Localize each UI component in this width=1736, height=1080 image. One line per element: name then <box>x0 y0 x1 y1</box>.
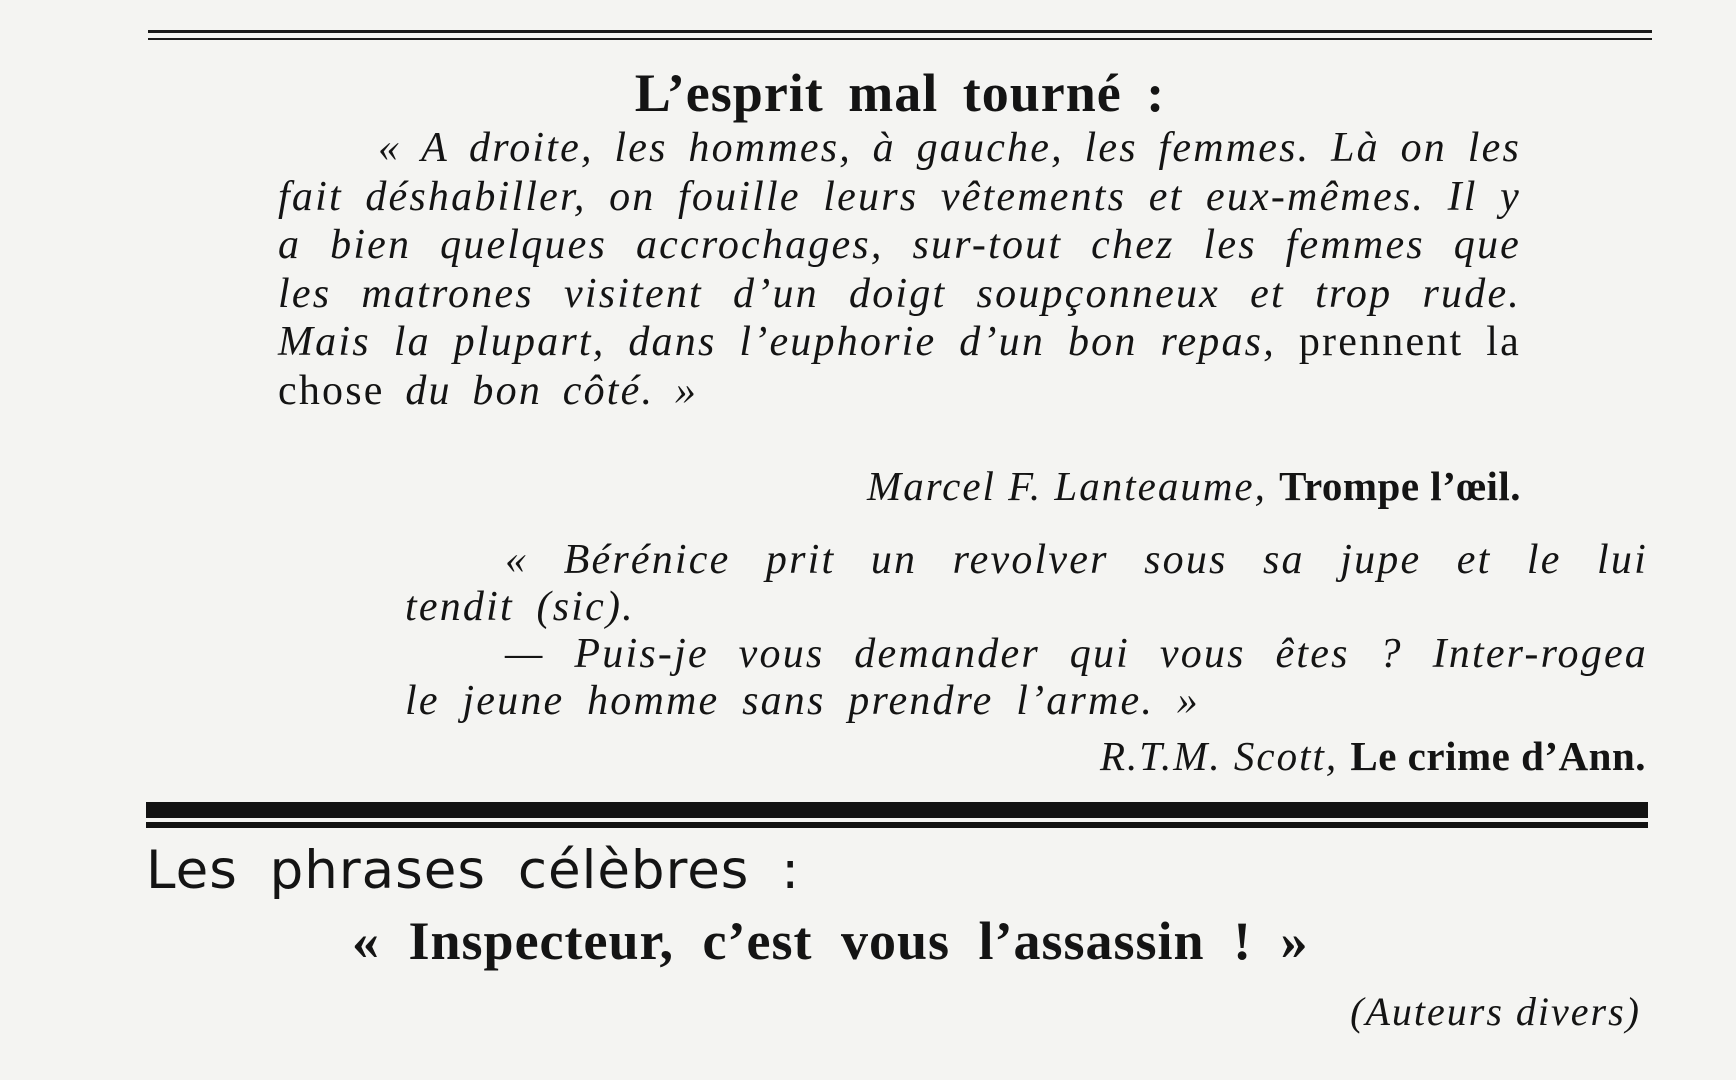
quote-scott <box>405 537 1648 725</box>
quote-scott-para2: — Puis-je vous demander qui vous êtes ? Inter-rogea le jeune homme sans prendre l’arme. » <box>405 631 1648 724</box>
work-title: Le crime d’Ann. <box>1350 733 1646 779</box>
famous-phrase: « Inspecteur, c’est vous l’assassin ! » <box>352 911 1309 971</box>
quote-scott-para1: « Bérénice prit un revolver sous sa jupe et le lui tendit (sic). <box>405 537 1648 630</box>
middle-thick-rule <box>146 802 1648 828</box>
famous-phrases-title: Les phrases célèbres : <box>146 840 801 901</box>
quote-lanteaume-roman: prennent la chose <box>278 319 1521 414</box>
attribution-scott <box>1100 732 1646 780</box>
quote-lanteaume-text: « A droite, les hommes, à gauche, les femmes. Là on les fait déshabiller, on fouille leurs vêtements et eux-mêmes. Il y a bien quelques accrochages, sur-tout chez les femmes que les matrones visitent d’un doigt soupçonneux et trop rude. Mais la plupart, dans l’euphorie d’un bon repas, <box>278 125 1521 365</box>
quote-lanteaume <box>278 124 1521 415</box>
author-name: R.T.M. Scott, <box>1099 733 1351 779</box>
section-heading: L’esprit mal tourné : <box>634 63 1166 123</box>
author-name: Marcel F. Lanteaume, <box>867 463 1280 509</box>
attribution-lanteaume <box>867 462 1521 510</box>
phrase-sources: (Auteurs divers) <box>1350 989 1641 1034</box>
quote-lanteaume-end: du bon côté. » <box>405 367 699 414</box>
work-title: Trompe l’œil. <box>1279 463 1521 509</box>
top-double-rule <box>148 30 1652 40</box>
